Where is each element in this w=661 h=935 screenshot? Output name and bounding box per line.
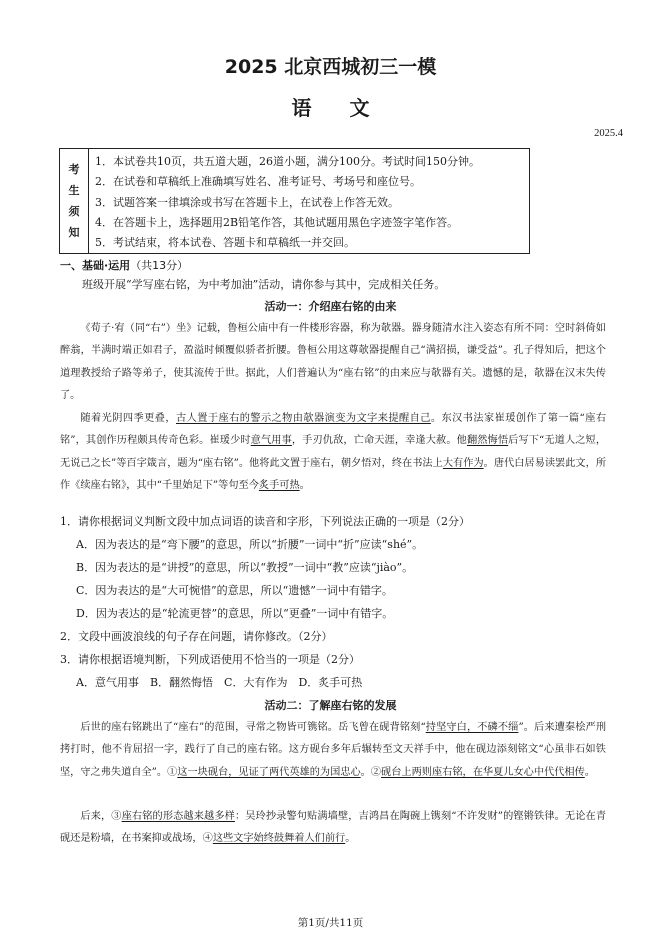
notice-label	[60, 149, 89, 253]
underlined-sentence-2: 砚台上两则座右铭，在华夏儿女心中代代相传	[381, 766, 585, 778]
page-title: 2025 北京西城初三一模	[224, 56, 437, 78]
notice-list	[89, 149, 529, 253]
activity-2-title: 活动二：了解座右铭的发展	[264, 699, 397, 712]
notice-label-char: 考	[68, 163, 80, 176]
notice-label-char: 知	[68, 226, 80, 239]
question-1-option-d: D．因为表达的是“轮流更替”的意思，所以“更叠”一词中有错字。	[76, 607, 394, 620]
section-title: 一、基础·运用	[60, 259, 131, 272]
text-run: 。	[584, 766, 595, 778]
text-run: 。	[345, 833, 356, 845]
question-1-stem: 1．请你根据词义判断文段中加点词语的读音和字形，下列说法正确的一项是（2分）	[60, 515, 470, 528]
notice-label-char: 生	[68, 184, 80, 197]
text-run: 后写下“无道人之短，无说己之长”等百字箴言，题为“座右铭”。他将此文置于座右，朝夕悟对，终在书法上	[60, 435, 607, 469]
notice-label-char: 须	[68, 205, 80, 218]
underlined-sentence-1: 这一块砚台，见证了两代英雄的为国忠心	[177, 766, 361, 778]
text-run: 后世的座右铭跳出了“座右”的范围，寻常之物皆可镌铭。岳飞曾在砚背铭刻“	[80, 722, 426, 733]
question-1-option-a: A．因为表达的是“弯下腰”的意思，所以“折腰”一词中“折”应读“shé”。	[76, 538, 424, 551]
exam-notice-box	[59, 148, 530, 254]
activity-2-paragraph-1	[60, 717, 606, 784]
activity-1-title: 活动一：介绍座右铭的由来	[264, 300, 397, 313]
text-run: ，手刃仇敌，亡命天涯，幸逢大赦。他	[291, 435, 467, 447]
section-heading	[60, 257, 188, 273]
notice-item: 3．试题答案一律填涂或书写在答题卡上，在试卷上作答无效。	[95, 195, 399, 209]
underlined-sentence-4: 这些文字始终鼓舞着人们前行	[212, 833, 346, 845]
idiom-underlined: 炙手可热	[258, 480, 300, 492]
activity-1-paragraph-2	[60, 408, 606, 498]
exam-date: 2025.4	[594, 128, 623, 139]
text-run: ：吴玲抄录警句贴满墙壁，吉鸿昌在陶碗上镌刻“不许发财”的铿锵铁律。无论在青砚还是粉墙，在书案抑或战场，④	[60, 811, 607, 845]
idiom-underlined: 意气用事	[250, 435, 292, 447]
question-1-option-b: B．因为表达的是“讲授”的意思，所以“教授”一词中“教”应读“jiào”。	[76, 561, 414, 574]
question-3-stem: 3．请你根据语境判断，下列成语使用不恰当的一项是（2分）	[60, 653, 360, 666]
idiom-underlined: 翻然悔悟	[466, 435, 509, 447]
activity-1-paragraph-1: 《荀子·宥（同“右”）坐》记载，鲁桓公庙中有一件楼形容器，称为欹器。器身随清水注入姿态有所不同：空时斜倚如醉翁，半满时端正如君子，盈溢时倾覆似骄者折腰。鲁桓公用这尊欹器提醒自己“满招损，谦受益”。孔子得知后，把这个道理教授给子路等弟子，使其流传于世。据此，人们普遍认为“座右铭”的由来应与欹器有关。遗憾的是，欹器在汉末失传了。	[60, 323, 606, 402]
text-run: 。②	[360, 766, 382, 778]
underlined-sentence-3: 座右铭的形态越来越多样	[121, 811, 235, 822]
subject-title	[0, 92, 661, 121]
text-run: 。唐代白居易读罢此文，所作《续座右铭》，其中“千里始足下”等句至今	[60, 457, 607, 492]
notice-item: 4．在答题卡上，选择题用2B铅笔作答，其他试题用黑色字迹签字笔作答。	[95, 215, 459, 229]
text-run: 后来，③	[80, 811, 122, 822]
section-intro: 班级开展“学写座右铭，为中考加油”活动，请你参与其中，完成相关任务。	[82, 278, 446, 291]
section-score: （共13分）	[130, 259, 189, 272]
text-run: 。	[299, 480, 310, 492]
text-run: 随着光阴四季更叠，	[80, 413, 176, 424]
subject-char: 文	[349, 96, 370, 120]
question-2-stem: 2．文段中画波浪线的句子存在问题，请你修改。（2分）	[60, 630, 333, 643]
question-3-options: A．意气用事 B．翻然悔悟 C．大有作为 D．炙手可热	[76, 676, 363, 689]
notice-item: 2．在试卷和草稿纸上准确填写姓名、准考证号、考场号和座位号。	[95, 175, 421, 189]
notice-item: 5．考试结束，将本试卷、答题卡和草稿纸一并交回。	[95, 236, 355, 250]
underlined-inscription: 持坚守白，不磷不缁	[425, 722, 519, 733]
question-1-option-c: C．因为表达的是“大可惋惜”的意思，所以“遗憾”一词中有错字。	[76, 584, 393, 597]
page-footer: 第1页/共11页	[297, 917, 364, 929]
text-run: 。东汉书法家崔瑗创作了第一篇“座右铭”，其创作历程颇具传奇色彩。崔瑗少时	[60, 413, 607, 447]
subject-char: 语	[291, 96, 312, 120]
idiom-underlined: 大有作为	[442, 457, 484, 469]
activity-2-paragraph-2	[60, 806, 606, 851]
wavy-underlined-sentence: 古人置于座右的警示之物由欹器演变为文字来提醒自己	[175, 413, 431, 424]
text-run: ”。后来遭秦桧严刑拷打时，他不肯屈招一字，践行了自己的座右铭。这方砚台多年后辗转至文天祥手中，他在砚边添刻铭文“心虽非石如铁坚，守之弗失道自全”。①	[60, 722, 607, 778]
notice-item: 1．本试卷共10页，共五道大题，26道小题，满分100分。考试时间150分钟。	[95, 155, 480, 168]
